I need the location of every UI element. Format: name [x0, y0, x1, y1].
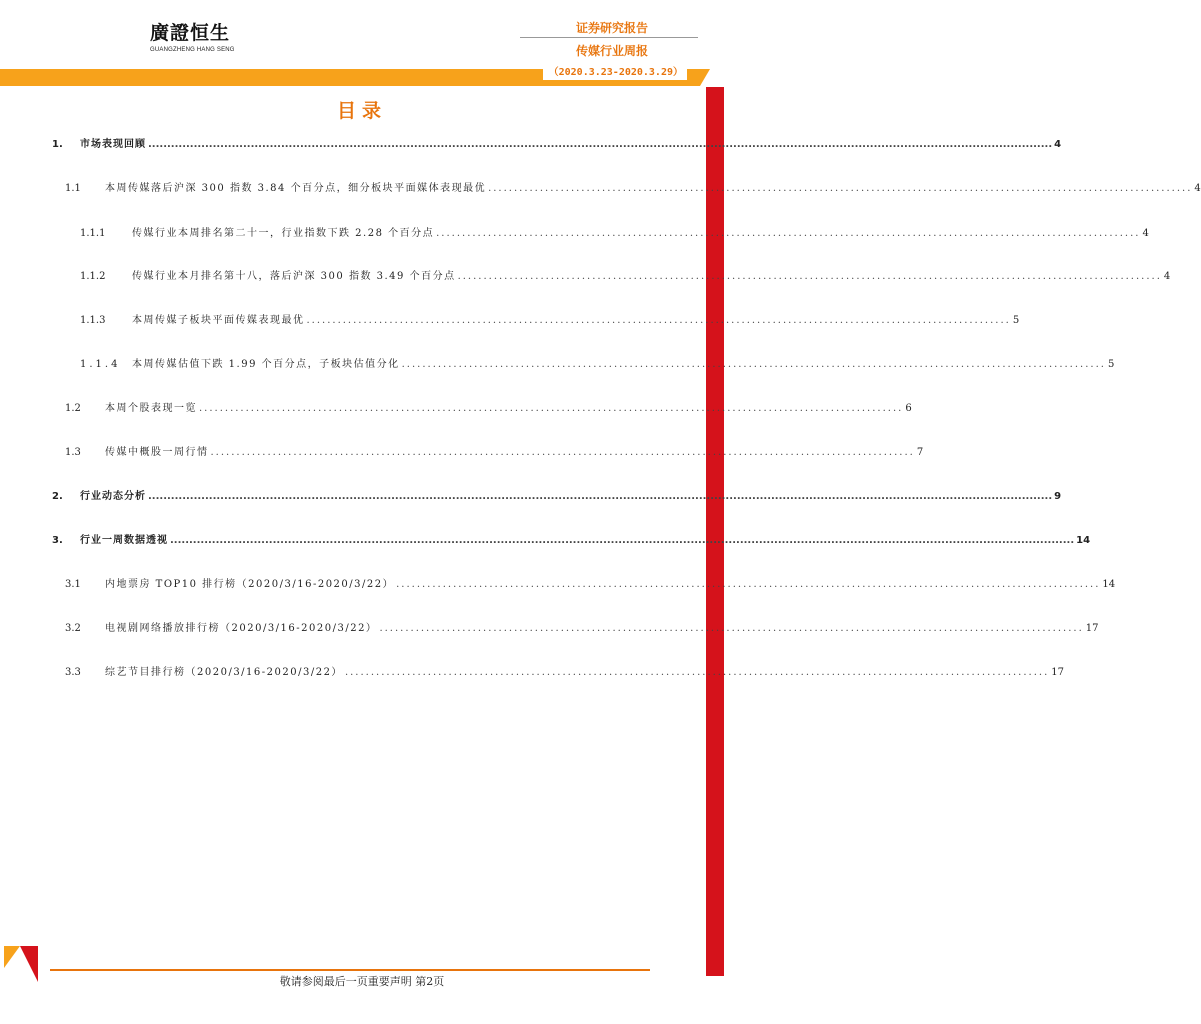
toc-entry-page: 6	[905, 403, 912, 414]
toc-entry-title: 内地票房 TOP10 排行榜（2020/3/16-2020/3/22）	[105, 579, 395, 590]
toc-entry-title: 传媒行业本月排名第十八，落后沪深 300 指数 3.49 个百分点	[132, 271, 456, 282]
toc-entry-number: 1.1.2	[80, 271, 106, 282]
report-type: 证券研究报告	[575, 21, 648, 35]
logo-chinese: 廣證恒生	[150, 22, 231, 44]
toc-entry-2[interactable]	[52, 490, 1062, 504]
toc-entry-page: 4	[1054, 139, 1062, 150]
toc-entry-page: 4	[1194, 183, 1201, 194]
toc-entry-number: 2.	[52, 491, 63, 502]
toc-entry-title: 电视剧网络播放排行榜（2020/3/16-2020/3/22）	[105, 623, 378, 634]
toc-entry-page: 14	[1076, 535, 1091, 546]
toc-entry-title: 行业一周数据透视	[80, 535, 168, 546]
toc-entry-1-2[interactable]	[65, 402, 912, 416]
toc-entry-title: 综艺节目排行榜（2020/3/16-2020/3/22）	[105, 667, 343, 678]
toc-entry-3-2[interactable]	[65, 622, 1099, 636]
toc-entry-1-3[interactable]	[65, 446, 924, 460]
toc-entry-number: 1.1.4	[80, 359, 121, 370]
toc-entry-1-1-2[interactable]	[80, 270, 1171, 284]
toc-leader: ........................................................................................................................................	[396, 579, 1101, 590]
toc-leader: ........................................................................................................................................	[344, 667, 1050, 678]
toc-leader: ........................................................................................................................................	[210, 447, 915, 458]
toc-entry-page: 9	[1054, 491, 1062, 502]
toc-entry-page: 14	[1102, 579, 1116, 590]
toc-entry-number: 1.1.3	[80, 315, 106, 326]
toc-entry-page: 4	[1163, 271, 1171, 282]
toc-entry-title: 传媒中概股一周行情	[105, 447, 209, 458]
toc-entry-page: 7	[916, 447, 924, 458]
toc-entry-page: 17	[1051, 667, 1064, 678]
toc-leader: ........................................................................................................................................	[488, 183, 1193, 194]
toc-entry-title: 本周个股表现一览	[105, 403, 197, 414]
toc-entry-number: 3.	[52, 535, 63, 546]
toc-entry-3[interactable]	[52, 534, 1091, 548]
side-accent-bar	[706, 87, 724, 976]
toc-leader: ........................................................................................................................................	[436, 228, 1141, 239]
toc-leader: ........................................................................................................................................	[306, 315, 1011, 326]
report-date-range: （2020.3.23-2020.3.29）	[543, 66, 687, 80]
toc-entry-1-1-3[interactable]	[80, 314, 1020, 328]
toc-entry-number: 1.3	[65, 447, 81, 458]
footer-orange-triangle	[4, 946, 20, 968]
toc-entry-page: 5	[1012, 315, 1020, 326]
toc-entry-1[interactable]	[52, 138, 1062, 152]
toc-entry-1-1-4[interactable]	[80, 358, 1115, 372]
company-logo	[150, 22, 240, 54]
toc-entry-title: 行业动态分析	[80, 491, 146, 502]
logo-english: GUANGZHENG HANG SENG	[150, 47, 235, 53]
toc-entry-number: 1.	[52, 139, 63, 150]
toc-entry-page: 5	[1107, 359, 1115, 370]
toc-entry-title: 本周传媒子板块平面传媒表现最优	[132, 315, 305, 326]
toc-entry-page: 4	[1142, 228, 1149, 239]
toc-entry-title: 本周传媒估值下跌 1.99 个百分点，子板块估值分化	[132, 359, 400, 370]
toc-leader: ........................................................................................................................................	[199, 403, 904, 414]
toc-entry-number: 1.1.1	[80, 228, 106, 239]
toc-leader: ..............................................................................................................................................................................................................................................	[170, 535, 1075, 546]
toc-entry-number: 3.1	[65, 579, 81, 590]
toc-entry-3-1[interactable]	[65, 578, 1116, 592]
toc-entry-1-1-1[interactable]	[80, 227, 1149, 241]
toc-entry-number: 3.2	[65, 623, 81, 634]
toc-leader: ..............................................................................................................................................................................................................................................	[148, 139, 1053, 150]
toc-entry-number: 1.1	[65, 183, 81, 194]
toc-entry-number: 3.3	[65, 667, 81, 678]
toc-entry-page: 17	[1085, 623, 1099, 634]
header-divider	[520, 37, 698, 38]
toc-entry-title: 市场表现回顾	[80, 139, 146, 150]
toc-entry-3-3[interactable]	[65, 666, 1064, 680]
header-band-corner	[700, 69, 710, 86]
toc-leader: ........................................................................................................................................	[401, 359, 1106, 370]
toc-entry-1-1[interactable]	[65, 182, 1201, 196]
toc-leader: ..............................................................................................................................................................................................................................................	[148, 491, 1053, 502]
toc-entry-title: 传媒行业本周排名第二十一，行业指数下跌 2.28 个百分点	[132, 228, 435, 239]
report-name: 传媒行业周报	[575, 44, 648, 58]
toc-entry-number: 1.2	[65, 403, 81, 414]
toc-title: 目录	[336, 100, 387, 122]
footer-disclaimer: 敬请参阅最后一页重要声明 第2页	[279, 975, 445, 988]
toc-leader: ........................................................................................................................................	[457, 271, 1162, 282]
footer-divider	[50, 969, 650, 971]
toc-entry-title: 本周传媒落后沪深 300 指数 3.84 个百分点，细分板块平面媒体表现最优	[105, 183, 487, 194]
toc-leader: ........................................................................................................................................	[379, 623, 1084, 634]
